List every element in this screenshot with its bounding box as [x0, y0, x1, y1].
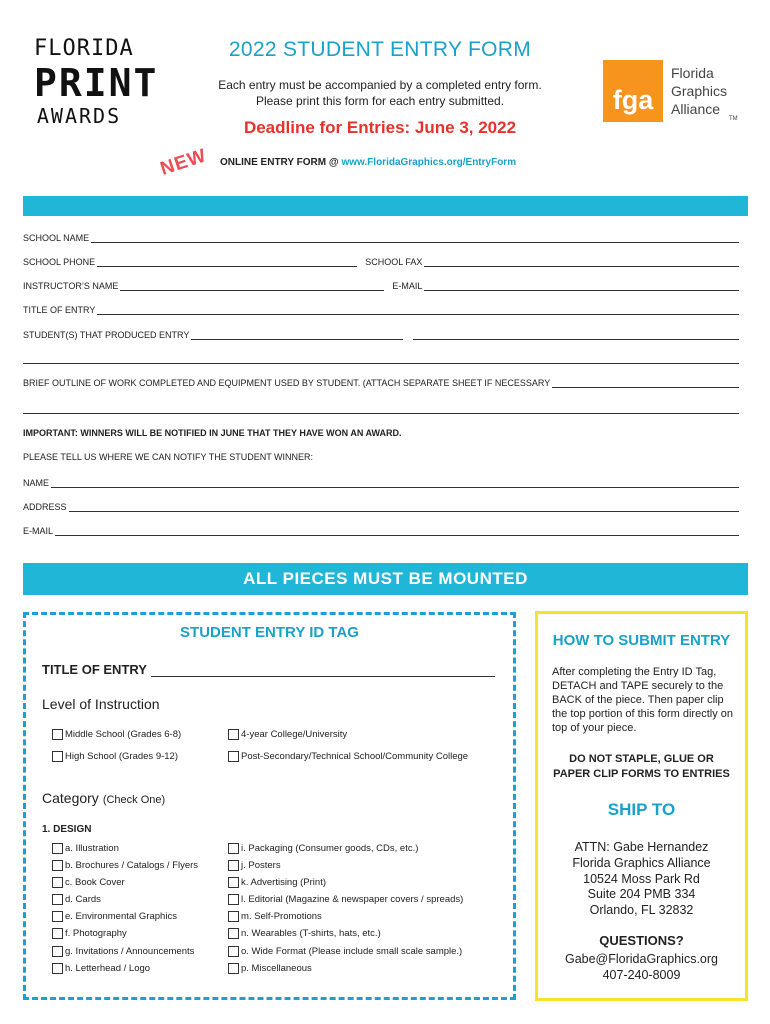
id-tag-title-of-entry-field[interactable] [42, 662, 495, 677]
form-subtitle-2: Please print this form for each entry submitted. [255, 94, 505, 108]
category-label: l. Editorial (Magazine & newspaper covers / spreads) [241, 894, 464, 905]
level-label: Post-Secondary/Technical School/Community College [241, 751, 469, 762]
ship-address-line: ATTN: Gabe Hernandez [574, 840, 709, 854]
submit-instructions: After completing the Entry ID Tag, DETACH and TAPE securely to the BACK of the piece. Then paper clip the top portion of this form directly on top of your piece. [552, 666, 733, 734]
category-label: e. Environmental Graphics [65, 911, 177, 922]
fga-line-3: Alliance [671, 101, 721, 117]
logo-line-2: PRINT [34, 61, 159, 105]
ship-address-line: Suite 204 PMB 334 [587, 887, 696, 901]
level-checkbox[interactable] [228, 751, 468, 762]
fga-line-2: Graphics [671, 83, 728, 99]
florida-print-awards-logo [34, 36, 159, 128]
mounted-banner: ALL PIECES MUST BE MOUNTED [23, 563, 748, 595]
category-checkbox[interactable] [52, 843, 119, 854]
ship-address-line: Florida Graphics Alliance [572, 856, 711, 870]
checkbox-icon[interactable] [228, 946, 239, 957]
category-checkbox[interactable] [228, 877, 326, 888]
school-phone-label: SCHOOL PHONE [23, 257, 96, 267]
category-checkbox[interactable] [228, 843, 418, 854]
category-label: n. Wearables (T-shirts, hats, etc.) [241, 928, 381, 939]
category-checkbox[interactable] [52, 877, 125, 888]
top-blue-bar [23, 196, 748, 216]
fga-logo-mark: fga [603, 60, 663, 122]
logo-line-3: AWARDS [36, 104, 122, 128]
title-of-entry-field[interactable] [23, 301, 739, 315]
level-checkbox[interactable] [52, 729, 181, 740]
submit-warning-2: PAPER CLIP FORMS TO ENTRIES [553, 768, 730, 780]
level-heading: Level of Instruction [42, 696, 160, 712]
submit-warning-1: DO NOT STAPLE, GLUE OR [569, 753, 714, 765]
instructor-label: INSTRUCTOR’S NAME [23, 281, 119, 291]
checkbox-icon[interactable] [228, 729, 239, 740]
category-checkbox[interactable] [52, 963, 150, 974]
category-label: d. Cards [65, 894, 101, 905]
form-title: 2022 STUDENT ENTRY FORM [228, 38, 532, 61]
checkbox-icon[interactable] [228, 928, 239, 939]
category-label: h. Letterhead / Logo [65, 963, 151, 974]
category-checkbox[interactable] [228, 946, 462, 957]
online-entry-link[interactable]: www.FloridaGraphics.org/EntryForm [341, 157, 517, 168]
category-checkbox[interactable] [52, 911, 177, 922]
id-tag-title-of-entry-label: TITLE OF ENTRY [42, 662, 147, 677]
school-fax-label: SCHOOL FAX [365, 257, 423, 267]
level-label: 4-year College/University [241, 729, 348, 740]
form-subtitle-1: Each entry must be accompanied by a completed entry form. [218, 78, 542, 92]
school-name-field[interactable] [23, 229, 739, 243]
level-label: High School (Grades 9-12) [65, 751, 178, 762]
category-checkbox[interactable] [52, 946, 194, 957]
ship-address-line: Orlando, FL 32832 [589, 903, 694, 917]
checkbox-icon[interactable] [52, 860, 63, 871]
brief-outline-field[interactable] [23, 374, 739, 388]
checkbox-icon[interactable] [228, 894, 239, 905]
questions-email[interactable]: Gabe@FloridaGraphics.org [564, 952, 719, 966]
winner-address-label: ADDRESS [23, 502, 67, 512]
category-label: b. Brochures / Catalogs / Flyers [65, 860, 199, 871]
students-label: STUDENT(S) THAT PRODUCED ENTRY [23, 330, 190, 340]
checkbox-icon[interactable] [228, 911, 239, 922]
category-label: c. Book Cover [65, 877, 125, 888]
category-note: (Check One) [102, 794, 166, 806]
trademark: TM [729, 116, 738, 122]
deadline: Deadline for Entries: June 3, 2022 [243, 118, 517, 137]
winner-name-label: NAME [23, 478, 50, 488]
category-checkbox[interactable] [228, 928, 381, 939]
email-label: E-MAIL [392, 281, 423, 291]
new-badge: NEW [157, 145, 210, 180]
category-checkbox[interactable] [228, 860, 281, 871]
ship-to-heading: SHIP TO [607, 800, 676, 819]
level-label: Middle School (Grades 6-8) [65, 729, 182, 740]
ship-address-line: 10524 Moss Park Rd [583, 872, 700, 886]
category-checkbox[interactable] [228, 963, 312, 974]
category-label: m. Self-Promotions [241, 911, 322, 922]
level-checkbox[interactable] [52, 751, 178, 762]
brief-outline-continued[interactable] [23, 400, 739, 414]
students-field[interactable] [23, 326, 739, 340]
checkbox-icon[interactable] [52, 729, 63, 740]
instructor-email-row[interactable] [23, 277, 739, 291]
category-label: p. Miscellaneous [241, 963, 312, 974]
category-label: a. Illustration [65, 843, 119, 854]
winner-email-label: E-MAIL [23, 526, 54, 536]
school-name-label: SCHOOL NAME [23, 233, 90, 243]
logo-line-1: FLORIDA [34, 36, 134, 61]
checkbox-icon[interactable] [52, 928, 63, 939]
category-label: j. Posters [241, 860, 281, 871]
students-field-continued[interactable] [23, 350, 739, 364]
category-checkbox[interactable] [228, 911, 322, 922]
fga-logo-text [671, 64, 727, 118]
checkbox-icon[interactable] [228, 751, 239, 762]
category-checkbox[interactable] [52, 860, 198, 871]
category-label: o. Wide Format (Please include small scale sample.) [241, 946, 463, 957]
checkbox-icon[interactable] [52, 877, 63, 888]
checkbox-icon[interactable] [228, 877, 239, 888]
category-label: f. Photography [65, 928, 127, 939]
checkbox-icon[interactable] [228, 963, 239, 974]
checkbox-icon[interactable] [228, 843, 239, 854]
winner-name-field[interactable] [23, 474, 739, 488]
checkbox-icon[interactable] [52, 894, 63, 905]
questions-phone: 407-240-8009 [602, 968, 681, 982]
category-heading [42, 790, 165, 806]
category-label: k. Advertising (Print) [241, 877, 326, 888]
online-entry-line [220, 157, 516, 168]
brief-outline-label: BRIEF OUTLINE OF WORK COMPLETED AND EQUIPMENT USED BY STUDENT. (ATTACH SEPARATE SHEET IF NECESSARY [23, 378, 551, 388]
checkbox-icon[interactable] [52, 911, 63, 922]
important-note: IMPORTANT: WINNERS WILL BE NOTIFIED IN JUNE THAT THEY HAVE WON AN AWARD. [23, 428, 402, 438]
notify-note: PLEASE TELL US WHERE WE CAN NOTIFY THE STUDENT WINNER: [23, 452, 314, 462]
category-label: i. Packaging (Consumer goods, CDs, etc.) [241, 843, 419, 854]
category-checkbox[interactable] [228, 894, 463, 905]
checkbox-icon[interactable] [52, 946, 63, 957]
id-tag-title: STUDENT ENTRY ID TAG [180, 624, 359, 641]
winner-email-field[interactable] [23, 522, 739, 536]
design-heading: 1. DESIGN [42, 824, 92, 835]
checkbox-icon[interactable] [52, 843, 63, 854]
checkbox-icon[interactable] [52, 751, 63, 762]
questions-heading: QUESTIONS? [599, 933, 684, 948]
school-phone-fax-row[interactable] [23, 253, 739, 267]
checkbox-icon[interactable] [52, 963, 63, 974]
fga-line-1: Florida [671, 65, 714, 81]
title-of-entry-label: TITLE OF ENTRY [23, 305, 96, 315]
category-checkbox[interactable] [52, 894, 101, 905]
level-checkbox[interactable] [228, 729, 347, 740]
online-entry-label: ONLINE ENTRY FORM @ [220, 157, 339, 168]
checkbox-icon[interactable] [228, 860, 239, 871]
submit-heading: HOW TO SUBMIT ENTRY [552, 632, 731, 649]
winner-address-field[interactable] [23, 498, 739, 512]
category-label: Category [42, 790, 99, 806]
category-label: g. Invitations / Announcements [65, 946, 195, 957]
category-checkbox[interactable] [52, 928, 127, 939]
